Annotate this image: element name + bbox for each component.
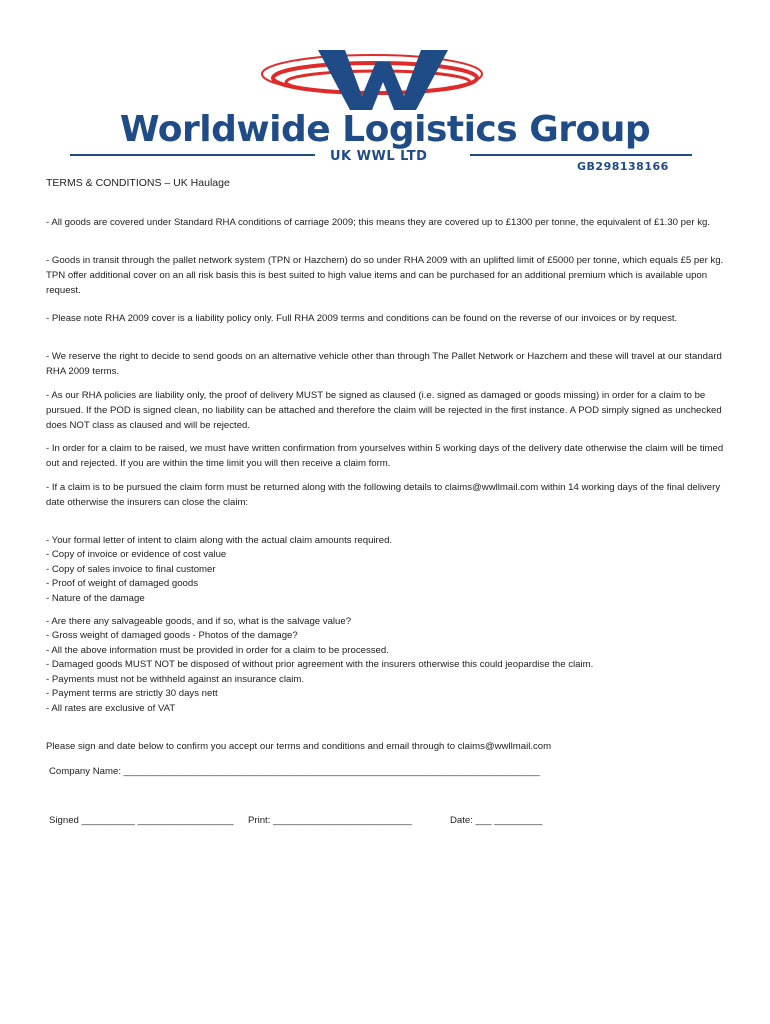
company-name-field[interactable]: Company Name: ______________________________________________________________________________ xyxy=(49,766,540,777)
print-field[interactable]: Print: __________________________ xyxy=(248,815,412,826)
list-item: - All the above information must be provided in order for a claim to be processed. xyxy=(46,645,389,656)
list-item: - Gross weight of damaged goods - Photos of the damage? xyxy=(46,630,298,641)
company-logo xyxy=(60,40,710,175)
list-item: - Copy of sales invoice to final customer xyxy=(46,564,216,575)
list-item: - Proof of weight of damaged goods xyxy=(46,578,198,589)
paragraph-liability-policy: - Please note RHA 2009 cover is a liability policy only. Full RHA 2009 terms and conditions can be found on the reverse of our invoices or by request. xyxy=(46,313,678,324)
paragraph-proof-of-delivery: - As our RHA policies are liability only, the proof of delivery MUST be signed as claused (i.e. signed as damaged or goods missing) in order for a claim to be pursued. If the POD is signed clean, no liability can be attached and therefore the claim will be rejected in the first instance. A POD simply signed as unchecked does NOT class as claused and will be rejected. xyxy=(46,390,722,431)
list-item: - Are there any salvageable goods, and if so, what is the salvage value? xyxy=(46,616,352,627)
paragraph-claim-confirmation: - In order for a claim to be raised, we must have written confirmation from yourselves within 5 working days of the delivery date otherwise the claim will be timed out and rejected. If you are within the time limit you will then receive a claim form. xyxy=(46,443,724,469)
signed-field[interactable]: Signed __________ __________________ xyxy=(49,815,234,826)
list-item: - Your formal letter of intent to claim along with the actual claim amounts required. xyxy=(46,535,393,546)
date-field[interactable]: Date: ___ _________ xyxy=(450,815,543,826)
list-item: - Nature of the damage xyxy=(46,593,145,604)
paragraph-claim-form: - If a claim is to be pursued the claim form must be returned along with the following details to claims@wwllmail.com within 14 working days of the final delivery date otherwise the insurers can close the claim: xyxy=(46,482,721,508)
list-item: - Payments must not be withheld against an insurance claim. xyxy=(46,674,305,685)
list-item: - Damaged goods MUST NOT be disposed of without prior agreement with the insurers otherwise this could jeopardise the claim. xyxy=(46,659,594,670)
paragraph-rha-cover: - All goods are covered under Standard RHA conditions of carriage 2009; this means they are covered up to £1300 per tonne, the equivalent of £1.30 per kg. xyxy=(46,217,710,228)
list-item: - All rates are exclusive of VAT xyxy=(46,703,176,714)
company-subtitle: UK WWL LTD xyxy=(330,149,428,164)
list-item: - Payment terms are strictly 30 days nett xyxy=(46,688,218,699)
sign-instruction: Please sign and date below to confirm you accept our terms and conditions and email through to claims@wwllmail.com xyxy=(46,741,552,752)
company-name: Worldwide Logistics Group xyxy=(119,109,651,150)
vat-number: GB298138166 xyxy=(577,160,669,173)
list-item: - Copy of invoice or evidence of cost value xyxy=(46,549,227,560)
document-title: TERMS & CONDITIONS – UK Haulage xyxy=(46,177,230,189)
paragraph-pallet-network: - Goods in transit through the pallet network system (TPN or Hazchem) do so under RHA 2009 with an uplifted limit of £5000 per tonne, which equals £5 per kg. TPN offer additional cover on an all risk basis this is best suited to high value items and can be purchased for an additional premium which is available upon request. xyxy=(46,255,724,296)
paragraph-alternative-vehicle: - We reserve the right to decide to send goods on an alternative vehicle other than through The Pallet Network or Hazchem and these will travel at our standard RHA 2009 terms. xyxy=(46,351,722,377)
